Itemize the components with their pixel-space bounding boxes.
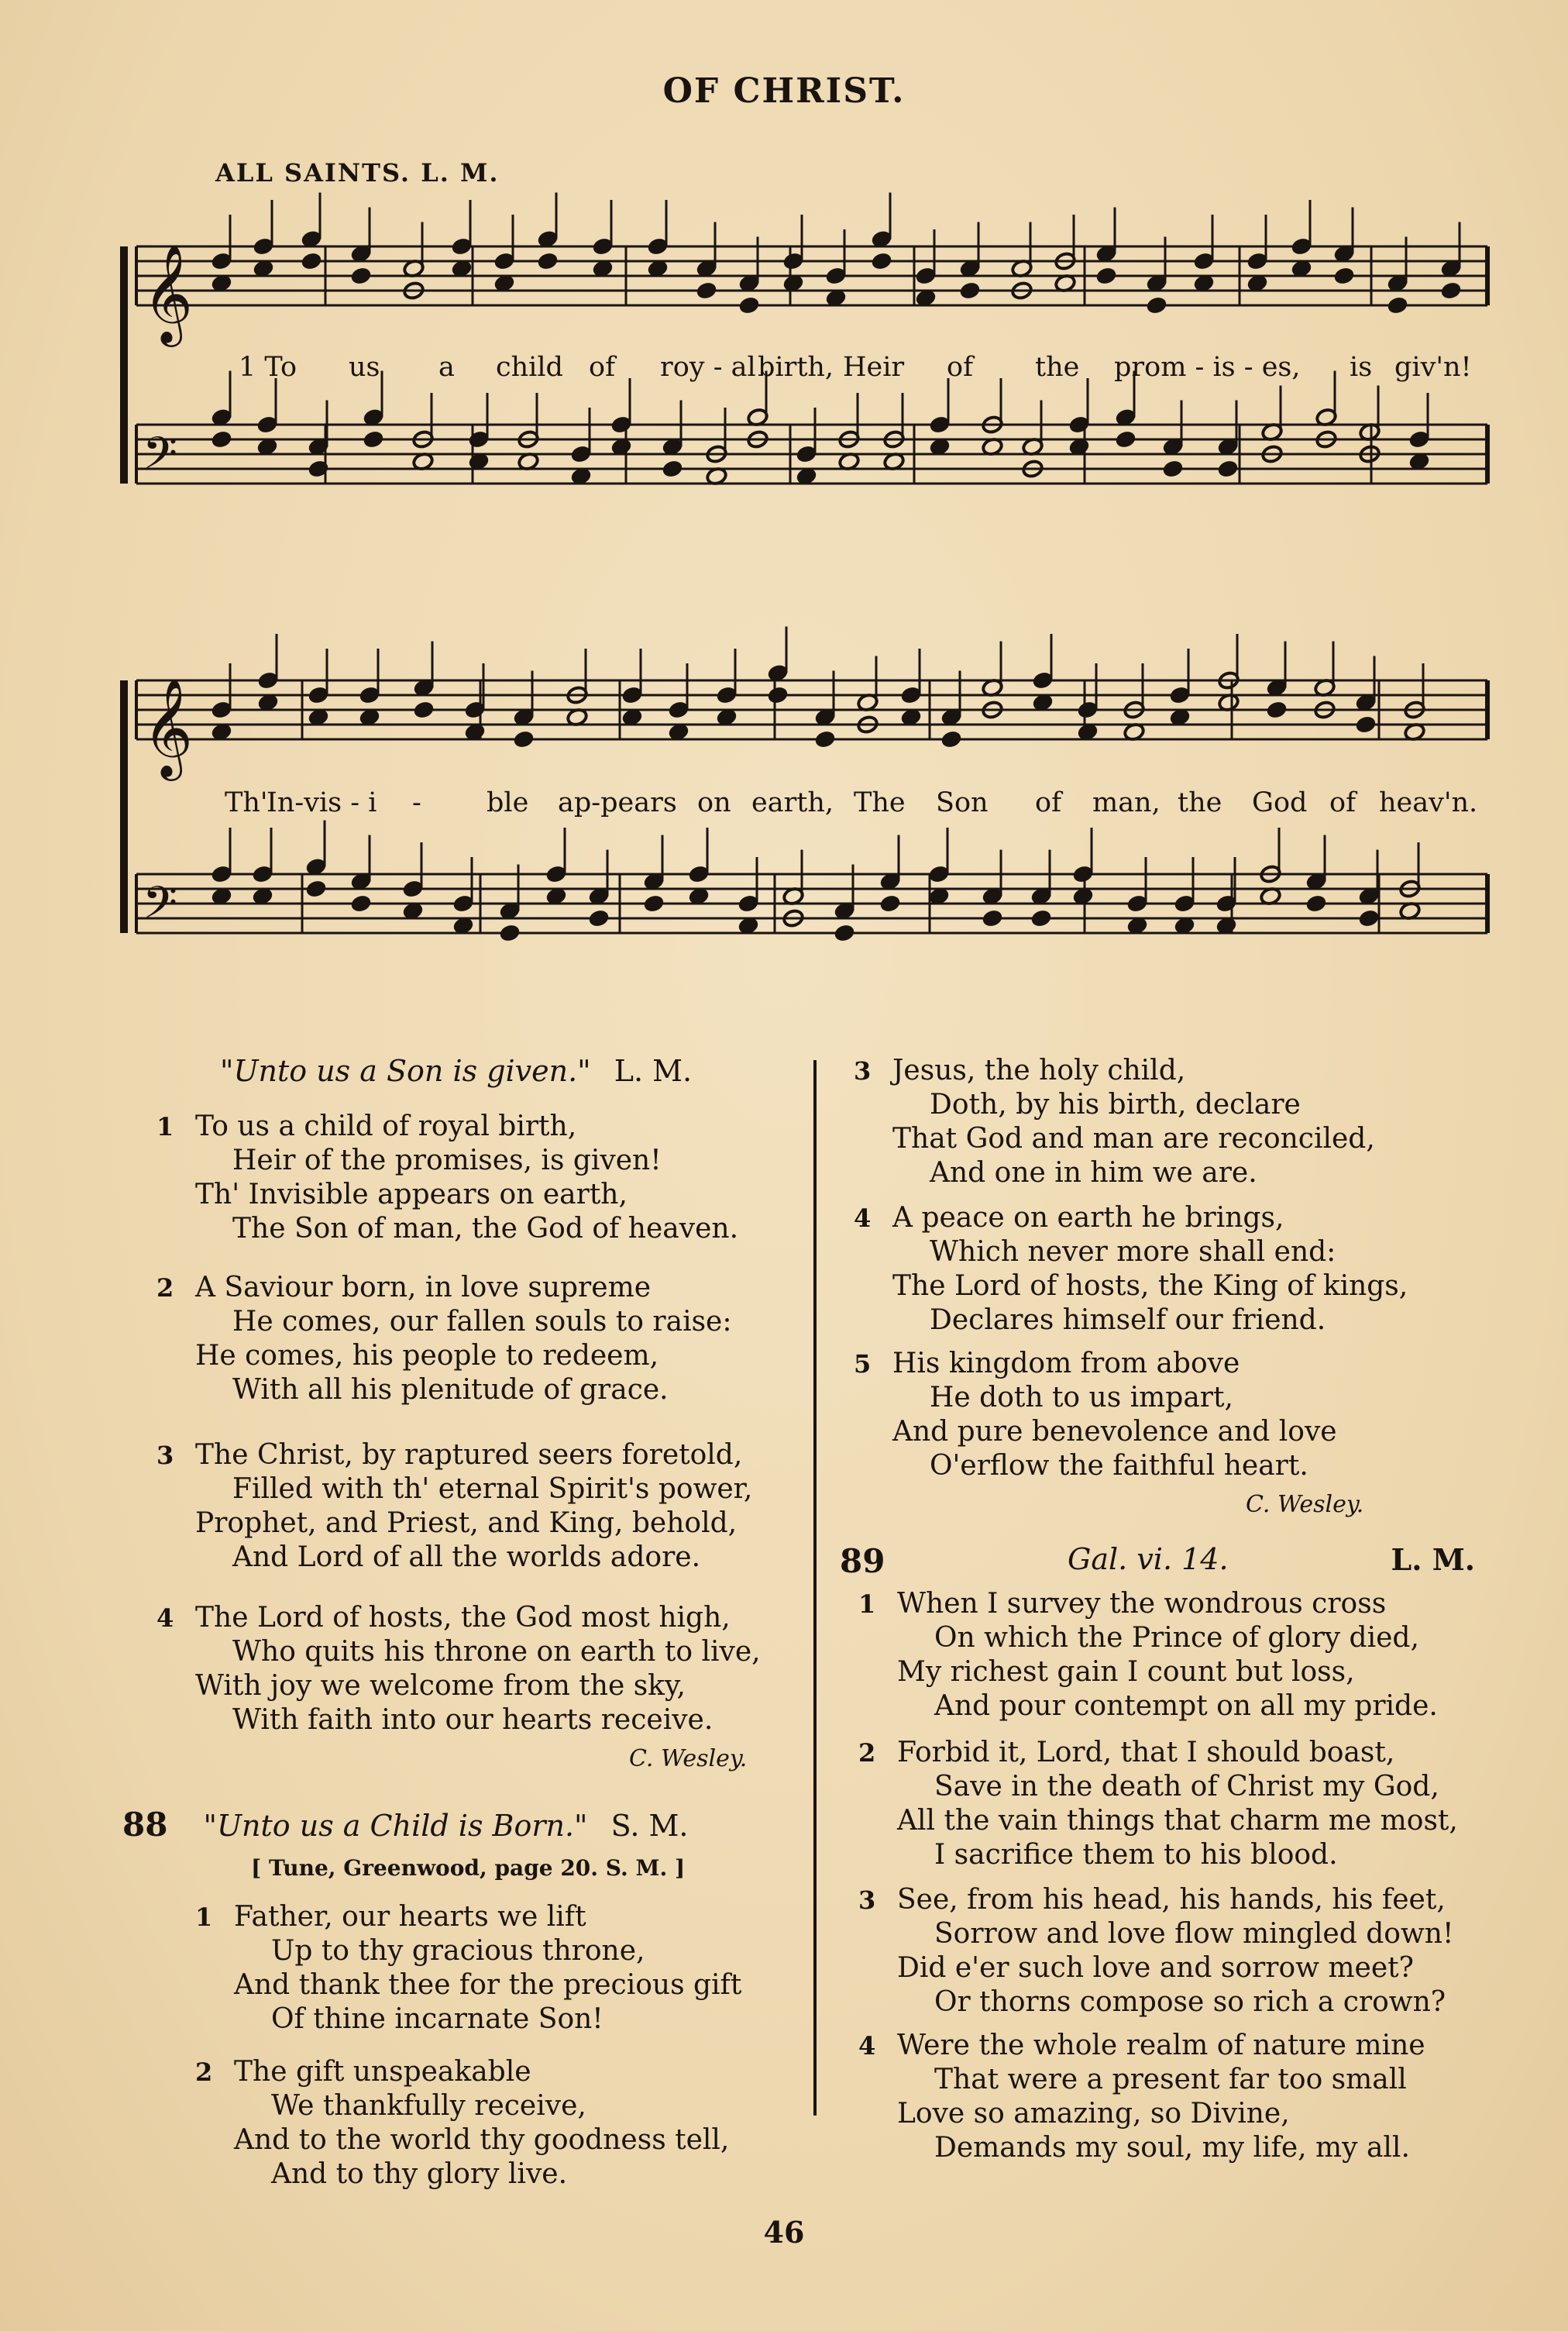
verse-line: Were the whole realm of nature mine bbox=[897, 2030, 1425, 2061]
lyric-syllable: earth, bbox=[751, 787, 834, 818]
verse-line: Who quits his throne on earth to live, bbox=[232, 1636, 761, 1668]
hymn88-number: 88 bbox=[122, 1806, 168, 1844]
verse-line: I sacrifice them to his blood. bbox=[934, 1839, 1338, 1871]
verse-number: 2 bbox=[195, 2057, 213, 2087]
note-head bbox=[982, 908, 1004, 928]
verse-line: All the vain things that charm me most, bbox=[897, 1805, 1458, 1837]
note-head bbox=[413, 700, 435, 719]
note-head bbox=[959, 281, 982, 300]
note-head bbox=[1115, 429, 1137, 449]
hymn89-heading bbox=[840, 1542, 1475, 1580]
verse-line: That God and man are reconciled, bbox=[892, 1123, 1375, 1155]
hymn89-verse-4 bbox=[858, 2029, 1425, 2165]
verse-line: Did e'er such love and sorrow meet? bbox=[897, 1952, 1414, 1984]
hymn87-author: C. Wesley. bbox=[629, 1745, 748, 1772]
lyric-syllable: of bbox=[1035, 787, 1062, 818]
lyric-syllable: on bbox=[697, 787, 731, 818]
note-head bbox=[1440, 281, 1463, 300]
verse-number: 2 bbox=[858, 1738, 876, 1768]
hymn89-meter: L. M. bbox=[1391, 1542, 1475, 1577]
lyric-syllable: birth, bbox=[758, 352, 834, 383]
note-head bbox=[1146, 295, 1168, 315]
verse-number: 1 bbox=[195, 1902, 213, 1932]
note-head bbox=[1266, 700, 1288, 719]
verse-line: My richest gain I count but loss, bbox=[897, 1656, 1355, 1688]
lyric-syllable: man, bbox=[1092, 787, 1161, 818]
verse-line: And pour contempt on all my pride. bbox=[934, 1690, 1438, 1722]
verse-number: 3 bbox=[156, 1441, 174, 1470]
lyric-syllable: a bbox=[438, 352, 455, 383]
hymn88-tune-note: [ Tune, Greenwood, page 20. S. M. ] bbox=[251, 1855, 686, 1881]
hymn88-title: "Unto us a Child is Born." bbox=[203, 1809, 588, 1843]
note-head bbox=[1030, 908, 1053, 928]
verse-line: And to thy glory live. bbox=[271, 2158, 568, 2190]
hymn88-heading bbox=[122, 1806, 688, 1844]
note-head bbox=[305, 879, 328, 898]
verse-line: Or thorns compose so rich a crown? bbox=[934, 1986, 1446, 2018]
verse-number: 3 bbox=[854, 1056, 872, 1086]
note-head bbox=[1333, 266, 1356, 285]
verse-line: Demands my soul, my life, my all. bbox=[934, 2132, 1410, 2164]
lyric-syllable: The bbox=[854, 787, 906, 818]
verse-line: And pure benevolence and love bbox=[892, 1416, 1337, 1448]
lyric-syllable: is bbox=[1350, 352, 1373, 383]
lyric-syllable: roy - al bbox=[660, 352, 756, 383]
note-head bbox=[834, 923, 856, 942]
verse-line: The Christ, by raptured seers foretold, bbox=[195, 1439, 743, 1471]
verse-line: We thankfully receive, bbox=[271, 2090, 586, 2122]
lyric-syllable: ble bbox=[487, 787, 529, 818]
lyric-syllable: the bbox=[1035, 352, 1080, 383]
lyric-syllable: - bbox=[412, 787, 421, 818]
lyric-syllable: of bbox=[947, 352, 974, 383]
verse-line: A peace on earth he brings, bbox=[892, 1202, 1284, 1234]
hymn88-meter: S. M. bbox=[610, 1809, 689, 1843]
hymn87-verse-3 bbox=[156, 1438, 753, 1575]
verse-line: He comes, our fallen souls to raise: bbox=[232, 1306, 732, 1338]
verse-line: Up to thy gracious throne, bbox=[271, 1935, 645, 1967]
hymn88-verse-4 bbox=[854, 1201, 1408, 1338]
verse-line: Forbid it, Lord, that I should boast, bbox=[897, 1737, 1395, 1768]
note-head bbox=[738, 295, 761, 315]
verse-line: Save in the death of Christ my God, bbox=[934, 1771, 1439, 1802]
note-head bbox=[871, 251, 893, 270]
tune-title: ALL SAINTS. L. M. bbox=[215, 158, 500, 188]
lyric-syllable: prom - is - es, bbox=[1114, 352, 1301, 383]
verse-line: Declares himself our friend. bbox=[930, 1304, 1326, 1336]
note-head bbox=[211, 429, 233, 449]
clef-symbol: 𝄞 bbox=[143, 243, 194, 343]
lyric-syllable: of bbox=[1329, 787, 1357, 818]
verse-number: 3 bbox=[858, 1885, 876, 1915]
lyric-syllable: heav'n. bbox=[1379, 787, 1478, 818]
verse-line: His kingdom from above bbox=[892, 1348, 1240, 1379]
verse-line: When I survey the wondrous cross bbox=[897, 1588, 1387, 1620]
verse-line: Filled with th' eternal Spirit's power, bbox=[232, 1473, 753, 1505]
verse-line: Jesus, the holy child, bbox=[892, 1055, 1186, 1086]
hymn89-verse-1 bbox=[858, 1587, 1438, 1723]
verse-line: The gift unspeakable bbox=[234, 2056, 531, 2088]
lyric-syllable: child bbox=[496, 352, 563, 383]
column-divider bbox=[813, 1060, 817, 2116]
verse-line: Father, our hearts we lift bbox=[234, 1901, 586, 1933]
clef-symbol: 𝄞 bbox=[143, 677, 194, 776]
note-head bbox=[662, 459, 684, 478]
note-head bbox=[363, 429, 385, 449]
hymn87-verse-4 bbox=[156, 1601, 761, 1737]
note-head bbox=[350, 893, 373, 913]
note-head bbox=[1305, 893, 1328, 913]
page-number: 46 bbox=[763, 2215, 805, 2250]
hymn87-heading bbox=[220, 1054, 692, 1088]
verse-line: See, from his head, his hands, his feet, bbox=[897, 1884, 1446, 1916]
hymn88-verse-5 bbox=[854, 1347, 1337, 1483]
hymn88-verse-1 bbox=[195, 1900, 742, 2037]
verse-line: The Son of man, the God of heaven. bbox=[232, 1213, 739, 1245]
verse-line: Love so amazing, so Divine, bbox=[897, 2098, 1290, 2130]
verse-line: To us a child of royal birth, bbox=[195, 1110, 577, 1142]
note-head bbox=[513, 729, 535, 749]
note-head bbox=[301, 251, 323, 270]
note-head bbox=[814, 729, 837, 749]
note-head bbox=[499, 923, 521, 942]
verse-line: That were a present far too small bbox=[934, 2064, 1407, 2095]
note-head bbox=[1095, 266, 1118, 285]
hymn89-verse-2 bbox=[858, 1736, 1458, 1872]
note-head bbox=[643, 893, 665, 913]
note-head bbox=[940, 729, 963, 749]
lyric-syllable: Th' bbox=[225, 787, 268, 818]
note-head bbox=[879, 893, 902, 913]
note-head bbox=[1387, 295, 1409, 315]
note-head bbox=[1162, 459, 1185, 478]
lyric-syllable: giv'n! bbox=[1394, 352, 1472, 383]
verse-line: Doth, by his birth, declare bbox=[930, 1089, 1301, 1121]
hymn88-verse-2 bbox=[195, 2055, 730, 2192]
verse-line: And Lord of all the worlds adore. bbox=[232, 1541, 701, 1573]
note-head bbox=[1358, 908, 1381, 928]
note-head bbox=[1217, 459, 1240, 478]
lyric-syllable: 1 To bbox=[239, 352, 297, 383]
hymn88-verse-3 bbox=[854, 1054, 1375, 1190]
verse-line: Prophet, and Priest, and King, behold, bbox=[195, 1507, 738, 1539]
lyric-syllable: of bbox=[589, 352, 616, 383]
verse-number: 4 bbox=[858, 2031, 876, 2061]
verse-line: With all his plenitude of grace. bbox=[232, 1374, 669, 1406]
clef-symbol: 𝄢 bbox=[143, 427, 178, 491]
lyric-syllable: ap-pears bbox=[558, 787, 677, 818]
page-title: OF CHRIST. bbox=[662, 71, 906, 111]
verse-line: Sorrow and love flow mingled down! bbox=[934, 1918, 1454, 1950]
verse-number: 1 bbox=[156, 1112, 174, 1141]
hymn89-reference: Gal. vi. 14. bbox=[1068, 1542, 1229, 1576]
hymn87-verse-2 bbox=[156, 1271, 732, 1407]
verse-number: 2 bbox=[156, 1273, 174, 1303]
verse-number: 5 bbox=[854, 1349, 872, 1379]
verse-line: The Lord of hosts, the King of kings, bbox=[892, 1270, 1408, 1302]
note-head bbox=[588, 908, 610, 928]
verse-line: He comes, his people to redeem, bbox=[195, 1340, 659, 1372]
hymn89-verse-3 bbox=[858, 1883, 1454, 2019]
verse-line: And thank thee for the precious gift bbox=[234, 1969, 742, 2001]
verse-line: He doth to us impart, bbox=[930, 1382, 1233, 1413]
verse-line: The Lord of hosts, the God most high, bbox=[195, 1602, 731, 1634]
lyric-syllable: God bbox=[1252, 787, 1308, 818]
note-head bbox=[1355, 714, 1377, 734]
music-score bbox=[0, 0, 1568, 1023]
lyric-syllable: Heir bbox=[843, 352, 905, 383]
verse-number: 4 bbox=[156, 1603, 174, 1633]
verse-line: Th' Invisible appears on earth, bbox=[195, 1179, 628, 1210]
verse-line: On which the Prince of glory died, bbox=[934, 1622, 1419, 1654]
verse-line: Which never more shall end: bbox=[930, 1236, 1336, 1268]
verse-line: With joy we welcome from the sky, bbox=[195, 1670, 686, 1702]
hymn87-title: "Unto us a Son is given." bbox=[220, 1054, 591, 1088]
note-head bbox=[696, 281, 718, 300]
clef-symbol: 𝄢 bbox=[143, 876, 178, 940]
note-head bbox=[537, 251, 559, 270]
verse-line: And one in him we are. bbox=[930, 1157, 1257, 1189]
hymn87-verse-1 bbox=[156, 1110, 739, 1246]
verse-line: A Saviour born, in love supreme bbox=[195, 1272, 652, 1303]
verse-line: And to the world thy goodness tell, bbox=[234, 2124, 730, 2156]
verse-line: Heir of the promises, is given! bbox=[232, 1145, 662, 1176]
verse-line: With faith into our hearts receive. bbox=[232, 1704, 714, 1736]
lyric-syllable: the bbox=[1178, 787, 1222, 818]
lyric-syllable: us bbox=[349, 352, 380, 383]
hymn88-author: C. Wesley. bbox=[1246, 1491, 1364, 1518]
verse-line: Of thine incarnate Son! bbox=[271, 2003, 603, 2035]
note-head bbox=[350, 266, 373, 285]
verse-number: 4 bbox=[854, 1203, 872, 1233]
hymn89-number: 89 bbox=[840, 1542, 885, 1580]
hymn87-meter: L. M. bbox=[614, 1054, 693, 1088]
lyric-syllable: In-vis - i bbox=[266, 787, 377, 818]
note-head bbox=[767, 685, 789, 704]
lyric-syllable: Son bbox=[936, 787, 989, 818]
verse-line: O'erflow the faithful heart. bbox=[930, 1450, 1308, 1482]
verse-number: 1 bbox=[858, 1589, 876, 1619]
